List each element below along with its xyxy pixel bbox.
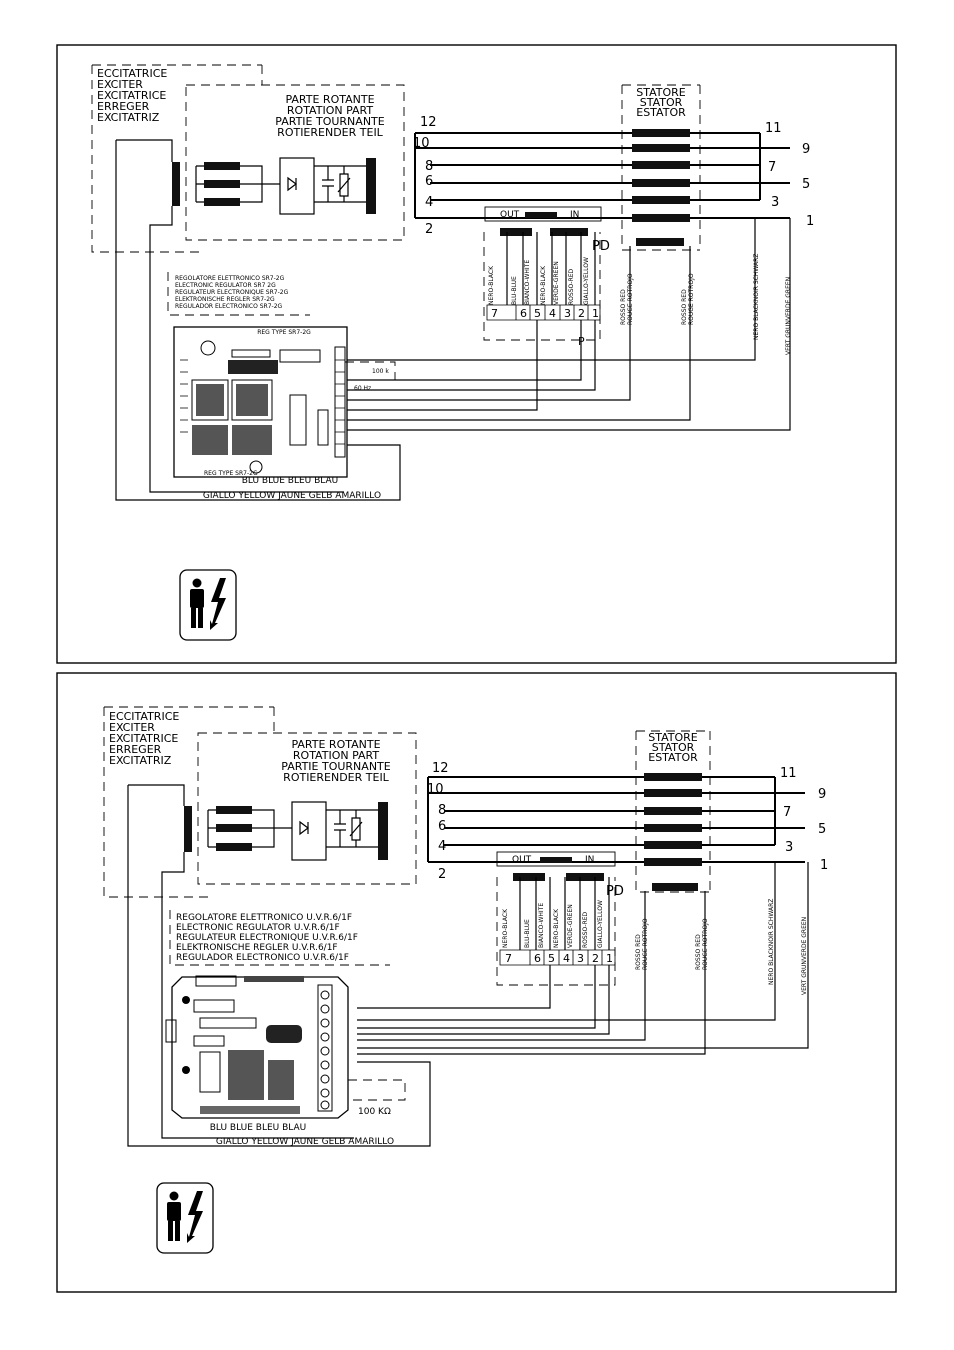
rotor-coil-3 xyxy=(204,198,240,206)
svg-text:VERDE-GREEN: VERDE-GREEN xyxy=(553,261,560,305)
exciter-label-fr: EXCITATRICE xyxy=(97,89,167,102)
svg-text:7: 7 xyxy=(768,160,777,175)
rotor-coil-1 xyxy=(216,806,252,814)
svg-text:ROUGE ROTROJO: ROUGE ROTROJO xyxy=(642,918,649,970)
rotor-coil-1 xyxy=(204,162,240,170)
svg-text:6: 6 xyxy=(534,952,541,965)
svg-text:BIANCO-WHITE: BIANCO-WHITE xyxy=(524,259,531,305)
svg-text:BIANCO-WHITE: BIANCO-WHITE xyxy=(538,902,545,948)
regulator-labels xyxy=(176,913,358,963)
svg-text:3: 3 xyxy=(771,195,780,210)
svg-text:ROTATION PART: ROTATION PART xyxy=(292,749,380,762)
svg-text:NERO-BLACK: NERO-BLACK xyxy=(553,908,560,948)
stator-label-en: STATOR xyxy=(639,96,683,109)
connector-labels xyxy=(488,257,590,305)
signal-wires xyxy=(345,218,790,430)
svg-text:7: 7 xyxy=(505,952,512,965)
svg-text:4: 4 xyxy=(549,307,556,320)
diagram-sr7 xyxy=(57,45,896,663)
svg-text:5: 5 xyxy=(802,177,811,192)
rectifier-bridge xyxy=(292,802,326,860)
board-type-top: REG TYPE SR7-2G xyxy=(257,329,311,336)
yellow-wire-label: GIALLO YELLOW JAUNE GELB AMARILLO xyxy=(202,491,382,501)
stator-coils xyxy=(644,773,702,891)
stator-windings xyxy=(415,133,790,218)
svg-text:3: 3 xyxy=(577,952,584,965)
yellow-wire-label: GIALLO YELLOW JAUNE GELB AMARILLO xyxy=(215,1137,395,1147)
exciter-label-es: EXCITATRIZ xyxy=(97,111,160,124)
svg-text:4: 4 xyxy=(425,195,434,210)
svg-text:7: 7 xyxy=(783,805,792,820)
diode-icon xyxy=(288,178,296,190)
svg-text:ROUGE ROTROJO: ROUGE ROTROJO xyxy=(627,273,634,325)
connector-coil-1 xyxy=(513,873,545,881)
svg-text:ECCITATRICE: ECCITATRICE xyxy=(109,710,180,723)
svg-text:GIALLO-YELLOW: GIALLO-YELLOW xyxy=(583,257,590,305)
svg-text:5: 5 xyxy=(818,822,827,837)
board-type-bottom: REG TYPE SR7-2G xyxy=(204,470,258,477)
svg-text:9: 9 xyxy=(818,787,827,802)
regulator-board-uvr6 xyxy=(166,976,405,1118)
terminal-numbers xyxy=(427,761,828,882)
svg-text:5: 5 xyxy=(548,952,555,965)
wire-labels xyxy=(635,899,808,995)
connector-labels xyxy=(502,900,604,948)
svg-text:8: 8 xyxy=(438,803,447,818)
svg-text:PARTE ROTANTE: PARTE ROTANTE xyxy=(291,738,381,751)
svg-text:BLU-BLUE: BLU-BLUE xyxy=(511,276,518,305)
svg-text:PARTIE TOURNANTE: PARTIE TOURNANTE xyxy=(281,760,391,773)
out-in-coil xyxy=(540,857,572,863)
connector-wires xyxy=(520,877,609,950)
svg-text:9: 9 xyxy=(802,142,811,157)
svg-text:ROSSO-RED: ROSSO-RED xyxy=(568,268,575,305)
rotor-filter xyxy=(314,166,366,202)
pot-label: 100 KΩ xyxy=(358,1107,391,1117)
svg-text:1: 1 xyxy=(592,307,599,320)
out-label: OUT xyxy=(500,210,520,220)
connector-wires xyxy=(507,232,595,305)
rotor-coil-2 xyxy=(216,824,252,832)
svg-text:REGULADOR ELECTRONICO U.V.R.6/: REGULADOR ELECTRONICO U.V.R.6/1F xyxy=(176,953,349,963)
main-rotor-coil xyxy=(378,802,388,860)
svg-text:ELECTRONIC REGULATOR SR7 2G: ELECTRONIC REGULATOR SR7 2G xyxy=(175,282,276,289)
pot-label: 100 k xyxy=(372,368,389,375)
svg-text:VERT GRUNVERDE GREEN: VERT GRUNVERDE GREEN xyxy=(785,276,792,355)
svg-text:6: 6 xyxy=(425,174,434,189)
stator-label-it: STATORE xyxy=(636,86,686,99)
svg-text:STATORE: STATORE xyxy=(648,731,698,744)
svg-text:5: 5 xyxy=(534,307,541,320)
rotor-coil-2 xyxy=(204,180,240,188)
svg-text:3: 3 xyxy=(564,307,571,320)
svg-text:REGULATEUR ELECTRONIQUE U.V.R.: REGULATEUR ELECTRONIQUE U.V.R.6/1F xyxy=(176,933,358,943)
svg-text:REGULADOR ELECTRONICO SR7-2G: REGULADOR ELECTRONICO SR7-2G xyxy=(175,303,283,310)
out-label: OUT xyxy=(512,855,532,865)
svg-text:12: 12 xyxy=(432,761,449,776)
svg-text:11: 11 xyxy=(765,121,782,136)
diagram-uvr6 xyxy=(57,673,896,1292)
out-in-coil xyxy=(525,212,557,218)
exciter-labels xyxy=(97,67,167,124)
svg-text:ROSSO RED: ROSSO RED xyxy=(635,934,642,970)
rotor-filter xyxy=(326,810,378,847)
exciter-field-coil xyxy=(172,162,180,206)
svg-text:ELECTRONIC REGULATOR U.V.R.6/1: ELECTRONIC REGULATOR U.V.R.6/1F xyxy=(176,923,340,933)
svg-text:NERO BLACKNOIR SCHWARZ: NERO BLACKNOIR SCHWARZ xyxy=(753,253,760,340)
electrical-hazard-icon xyxy=(180,570,236,640)
svg-text:2: 2 xyxy=(578,307,585,320)
svg-text:STATOR: STATOR xyxy=(651,741,695,754)
svg-text:NERO-BLACK: NERO-BLACK xyxy=(502,908,509,948)
rotating-label-it: PARTE ROTANTE xyxy=(285,93,375,106)
svg-text:1: 1 xyxy=(806,214,815,229)
exciter-labels xyxy=(109,710,179,767)
rotating-label-en: ROTATION PART xyxy=(286,104,374,117)
exciter-label-it: ECCITATRICE xyxy=(97,67,168,80)
svg-text:1: 1 xyxy=(606,952,613,965)
svg-text:ROSSO RED: ROSSO RED xyxy=(695,934,702,970)
svg-text:ELEKTRONISCHE REGLER U.V.R.6/1: ELEKTRONISCHE REGLER U.V.R.6/1F xyxy=(176,943,338,953)
pd-label: PD xyxy=(606,884,624,899)
electrical-hazard-icon xyxy=(157,1183,213,1253)
rotating-labels xyxy=(275,93,384,139)
pd-label: PD xyxy=(592,239,610,254)
exciter-label-de: ERREGER xyxy=(97,100,150,113)
svg-text:ROSSO-RED: ROSSO-RED xyxy=(582,911,589,948)
blue-wire-label: BLU BLUE BLEU BLAU xyxy=(241,476,339,486)
svg-text:1: 1 xyxy=(820,858,829,873)
svg-text:VERDE-GREEN: VERDE-GREEN xyxy=(567,904,574,948)
svg-text:ROSSO RED: ROSSO RED xyxy=(681,289,688,325)
stator-label-es: ESTATOR xyxy=(636,106,686,119)
svg-text:10: 10 xyxy=(413,136,430,151)
exciter-label-en: EXCITER xyxy=(97,78,143,91)
rotor-coil-3 xyxy=(216,843,252,851)
svg-text:NERO-BLACK: NERO-BLACK xyxy=(540,265,547,305)
main-rotor-coil xyxy=(366,158,376,214)
svg-text:3: 3 xyxy=(785,840,794,855)
in-label: IN xyxy=(585,855,595,865)
svg-text:ROSSO RED: ROSSO RED xyxy=(620,289,627,325)
svg-text:11: 11 xyxy=(780,766,797,781)
svg-text:GIALLO-YELLOW: GIALLO-YELLOW xyxy=(597,900,604,948)
svg-text:VERT GRUNVERDE GREEN: VERT GRUNVERDE GREEN xyxy=(801,916,808,995)
rotating-label-fr: PARTIE TOURNANTE xyxy=(275,115,385,128)
regulator-labels xyxy=(175,275,289,310)
svg-text:EXCITATRIZ: EXCITATRIZ xyxy=(109,754,172,767)
svg-text:NERO-BLACK: NERO-BLACK xyxy=(488,265,495,305)
regulator-board-sr7 xyxy=(174,327,395,477)
svg-text:REGULATEUR ELECTRONIQUE SR7-2G: REGULATEUR ELECTRONIQUE SR7-2G xyxy=(175,289,289,296)
svg-text:7: 7 xyxy=(491,307,498,320)
svg-text:6: 6 xyxy=(520,307,527,320)
svg-text:ERREGER: ERREGER xyxy=(109,743,162,756)
svg-text:10: 10 xyxy=(427,782,444,797)
diode-icon xyxy=(300,822,308,834)
svg-text:ROUGE ROTROJO: ROUGE ROTROJO xyxy=(702,918,709,970)
connector-coil-2 xyxy=(566,873,604,881)
connector-coil-2 xyxy=(550,228,588,236)
blue-wire-label: BLU BLUE BLEU BLAU xyxy=(209,1123,307,1133)
stator-coils xyxy=(632,129,690,246)
svg-text:ESTATOR: ESTATOR xyxy=(648,751,698,764)
svg-text:6: 6 xyxy=(438,819,447,834)
svg-text:2: 2 xyxy=(592,952,599,965)
exciter-field-coil xyxy=(184,806,192,852)
svg-text:ROTIERENDER TEIL: ROTIERENDER TEIL xyxy=(283,771,389,784)
svg-text:ELEKTRONISCHE REGLER SR7-2G: ELEKTRONISCHE REGLER SR7-2G xyxy=(175,296,275,303)
svg-text:BLU-BLUE: BLU-BLUE xyxy=(524,919,531,948)
svg-text:EXCITER: EXCITER xyxy=(109,721,155,734)
p-label: P xyxy=(578,335,585,348)
svg-text:2: 2 xyxy=(438,867,447,882)
rectifier-bridge xyxy=(280,158,314,214)
connector-coil-1 xyxy=(500,228,532,236)
svg-text:4: 4 xyxy=(563,952,570,965)
svg-text:2: 2 xyxy=(425,222,434,237)
wire-labels xyxy=(620,254,792,355)
stator-windings xyxy=(428,777,805,862)
hz-label: 60 Hz xyxy=(354,385,372,392)
svg-text:4: 4 xyxy=(438,839,447,854)
rotating-label-de: ROTIERENDER TEIL xyxy=(277,126,383,139)
svg-text:8: 8 xyxy=(425,159,434,174)
rotating-labels xyxy=(281,738,390,784)
svg-text:EXCITATRICE: EXCITATRICE xyxy=(109,732,179,745)
svg-text:REGOLATORE ELETTRONICO SR7-2G: REGOLATORE ELETTRONICO SR7-2G xyxy=(175,275,285,282)
svg-text:NERO BLACKNOIR SCHWARZ: NERO BLACKNOIR SCHWARZ xyxy=(768,898,775,985)
in-label: IN xyxy=(570,210,580,220)
svg-text:12: 12 xyxy=(420,115,437,130)
svg-text:REGOLATORE ELETTRONICO U.V.R.6: REGOLATORE ELETTRONICO U.V.R.6/1F xyxy=(176,913,352,923)
svg-text:ROUGE ROTROJO: ROUGE ROTROJO xyxy=(688,273,695,325)
